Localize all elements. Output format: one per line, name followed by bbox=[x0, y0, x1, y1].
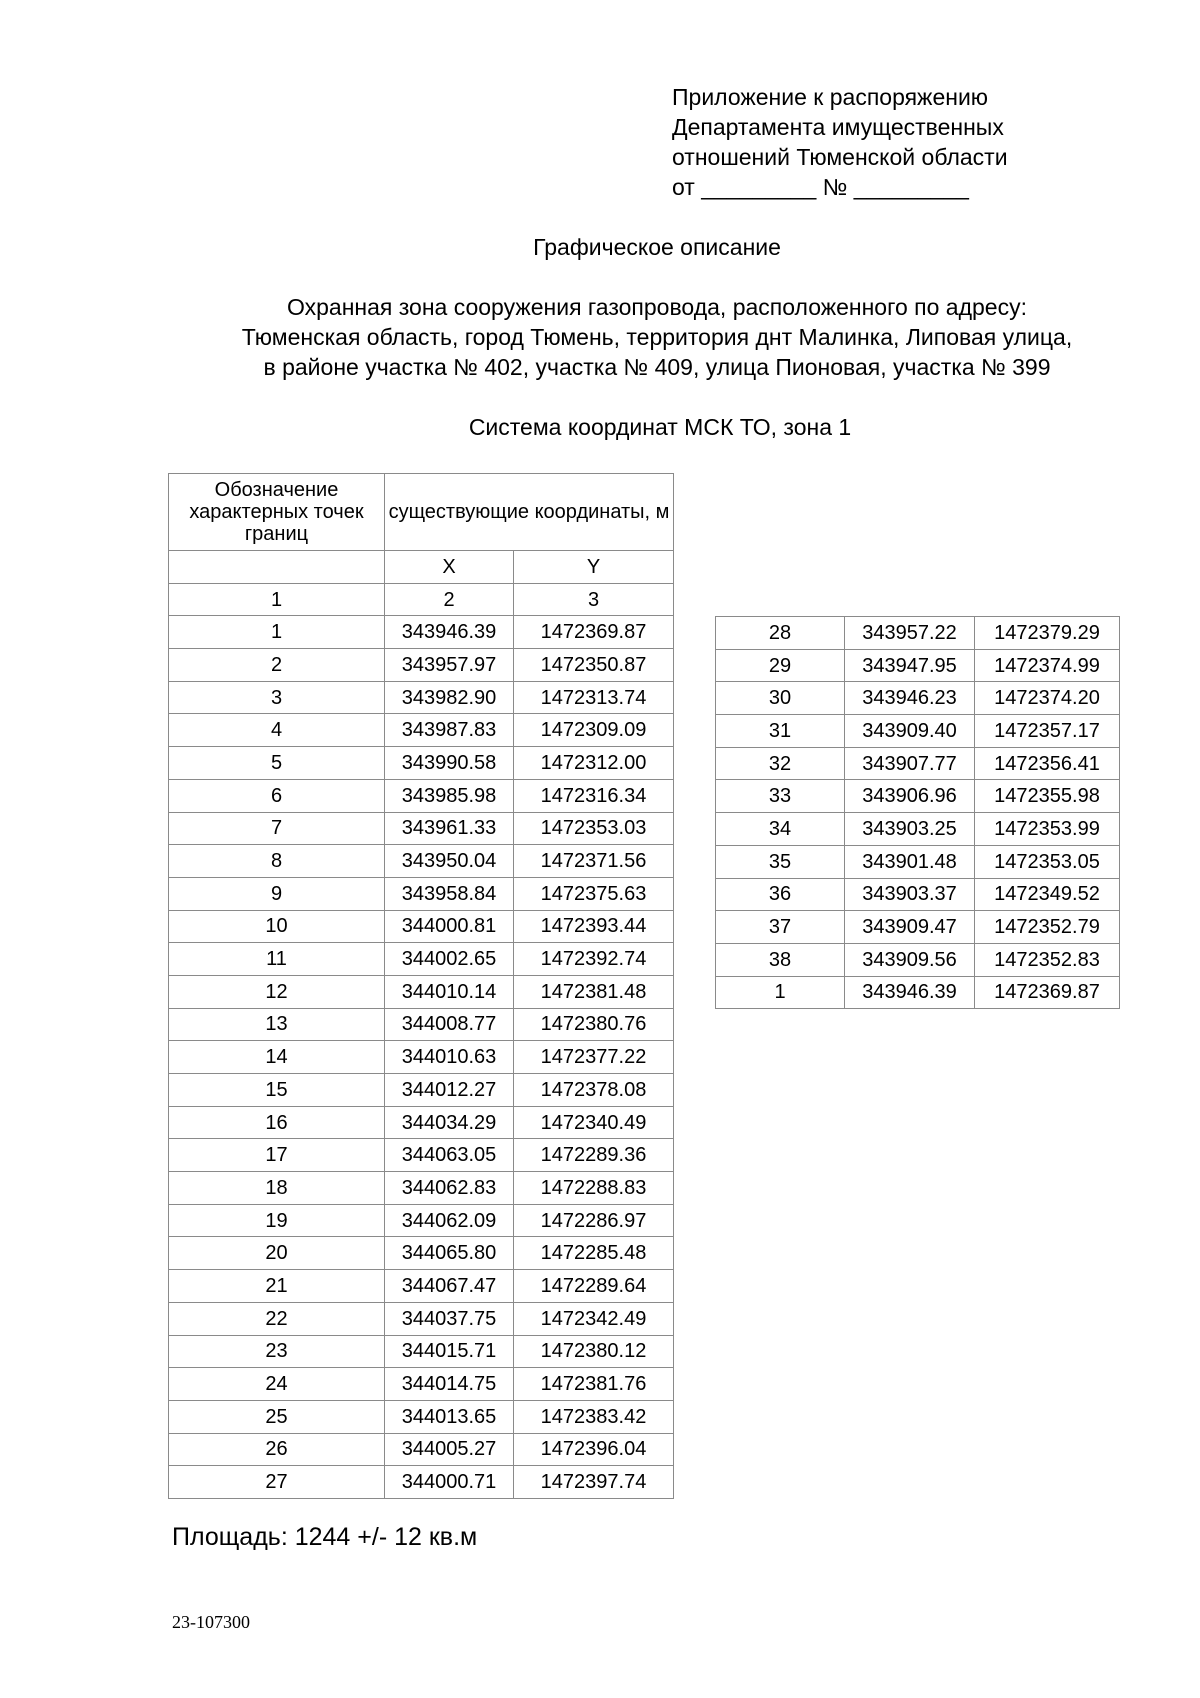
point-number-cell: 31 bbox=[716, 715, 845, 748]
y-coordinate-cell: 1472356.41 bbox=[975, 747, 1120, 780]
zone-description bbox=[0, 292, 1200, 382]
x-coordinate-cell: 344034.29 bbox=[385, 1106, 514, 1139]
y-coordinate-cell: 1472342.49 bbox=[514, 1302, 674, 1335]
y-coordinate-cell: 1472286.97 bbox=[514, 1204, 674, 1237]
y-coordinate-cell: 1472378.08 bbox=[514, 1074, 674, 1107]
table-row bbox=[169, 1237, 674, 1270]
y-coordinate-cell: 1472377.22 bbox=[514, 1041, 674, 1074]
point-number-cell: 10 bbox=[169, 910, 385, 943]
y-coordinate-cell: 1472313.74 bbox=[514, 681, 674, 714]
table-row bbox=[169, 1335, 674, 1368]
point-number-cell: 19 bbox=[169, 1204, 385, 1237]
y-coordinate-cell: 1472381.76 bbox=[514, 1368, 674, 1401]
point-number-cell: 24 bbox=[169, 1368, 385, 1401]
header-line-2: Департамента имущественных bbox=[672, 114, 1004, 140]
x-coordinate-cell: 343946.23 bbox=[845, 682, 975, 715]
table-row bbox=[169, 1302, 674, 1335]
point-number-cell: 11 bbox=[169, 943, 385, 976]
x-coordinate-cell: 343903.25 bbox=[845, 813, 975, 846]
y-coordinate-cell: 1472352.83 bbox=[975, 943, 1120, 976]
y-coordinate-cell: 1472288.83 bbox=[514, 1172, 674, 1205]
x-coordinate-cell: 343961.33 bbox=[385, 812, 514, 845]
y-coordinate-cell: 1472392.74 bbox=[514, 943, 674, 976]
y-coordinate-cell: 1472316.34 bbox=[514, 779, 674, 812]
table-row bbox=[169, 943, 674, 976]
x-coordinate-cell: 344008.77 bbox=[385, 1008, 514, 1041]
point-number-cell: 35 bbox=[716, 845, 845, 878]
x-coordinate-cell: 343946.39 bbox=[845, 976, 975, 1009]
table-row bbox=[716, 813, 1120, 846]
point-number-cell: 7 bbox=[169, 812, 385, 845]
point-number-cell: 15 bbox=[169, 1074, 385, 1107]
point-number-cell: 23 bbox=[169, 1335, 385, 1368]
header-points-cell: Обозначение характерных точек границ bbox=[169, 474, 385, 551]
point-number-cell: 22 bbox=[169, 1302, 385, 1335]
x-coordinate-cell: 343985.98 bbox=[385, 779, 514, 812]
table-row bbox=[169, 845, 674, 878]
x-coordinate-cell: 343901.48 bbox=[845, 845, 975, 878]
table-row bbox=[716, 682, 1120, 715]
x-coordinate-cell: 344065.80 bbox=[385, 1237, 514, 1270]
description-line-2: Тюменская область, город Тюмень, территория днт Малинка, Липовая улица, bbox=[241, 324, 1073, 350]
x-coordinate-cell: 344012.27 bbox=[385, 1074, 514, 1107]
table-row bbox=[716, 878, 1120, 911]
x-coordinate-cell: 343909.56 bbox=[845, 943, 975, 976]
table-row bbox=[169, 1106, 674, 1139]
x-coordinate-cell: 344002.65 bbox=[385, 943, 514, 976]
header-line-4: от _________ № _________ bbox=[672, 174, 969, 200]
y-coordinate-cell: 1472396.04 bbox=[514, 1433, 674, 1466]
point-number-cell: 3 bbox=[169, 681, 385, 714]
x-coordinate-cell: 343907.77 bbox=[845, 747, 975, 780]
x-coordinate-cell: 343957.97 bbox=[385, 649, 514, 682]
x-coordinate-cell: 343957.22 bbox=[845, 617, 975, 650]
table-row bbox=[169, 616, 674, 649]
point-number-cell: 1 bbox=[716, 976, 845, 1009]
axis-empty-cell bbox=[169, 551, 385, 584]
x-coordinate-cell: 343909.47 bbox=[845, 911, 975, 944]
point-number-cell: 34 bbox=[716, 813, 845, 846]
y-coordinate-cell: 1472380.76 bbox=[514, 1008, 674, 1041]
x-coordinate-cell: 344062.09 bbox=[385, 1204, 514, 1237]
x-coordinate-cell: 344062.83 bbox=[385, 1172, 514, 1205]
table-row bbox=[169, 1008, 674, 1041]
point-number-cell: 18 bbox=[169, 1172, 385, 1205]
table-row bbox=[169, 1466, 674, 1499]
point-number-cell: 2 bbox=[169, 649, 385, 682]
colnum-2-cell: 2 bbox=[385, 583, 514, 616]
x-coordinate-cell: 343982.90 bbox=[385, 681, 514, 714]
table-row bbox=[169, 910, 674, 943]
y-coordinate-cell: 1472353.05 bbox=[975, 845, 1120, 878]
x-coordinate-cell: 343906.96 bbox=[845, 780, 975, 813]
point-number-cell: 1 bbox=[169, 616, 385, 649]
point-number-cell: 37 bbox=[716, 911, 845, 944]
y-coordinate-cell: 1472393.44 bbox=[514, 910, 674, 943]
point-number-cell: 21 bbox=[169, 1270, 385, 1303]
table-row bbox=[169, 1400, 674, 1433]
point-number-cell: 28 bbox=[716, 617, 845, 650]
y-coordinate-cell: 1472352.79 bbox=[975, 911, 1120, 944]
x-coordinate-cell: 343909.40 bbox=[845, 715, 975, 748]
point-number-cell: 4 bbox=[169, 714, 385, 747]
table-row bbox=[169, 1172, 674, 1205]
y-coordinate-cell: 1472350.87 bbox=[514, 649, 674, 682]
y-coordinate-cell: 1472369.87 bbox=[975, 976, 1120, 1009]
x-coordinate-cell: 344000.81 bbox=[385, 910, 514, 943]
table-row bbox=[716, 649, 1120, 682]
header-line-3: отношений Тюменской области bbox=[672, 144, 1008, 170]
table-row bbox=[169, 714, 674, 747]
table-row bbox=[169, 1074, 674, 1107]
coordinate-system-label: Система координат МСК ТО, зона 1 bbox=[468, 414, 852, 440]
x-coordinate-cell: 343946.39 bbox=[385, 616, 514, 649]
table-row bbox=[716, 845, 1120, 878]
table-row bbox=[169, 649, 674, 682]
table-row bbox=[169, 1368, 674, 1401]
point-number-cell: 5 bbox=[169, 747, 385, 780]
y-coordinate-cell: 1472355.98 bbox=[975, 780, 1120, 813]
table-row bbox=[716, 617, 1120, 650]
x-coordinate-cell: 343987.83 bbox=[385, 714, 514, 747]
x-coordinate-cell: 344015.71 bbox=[385, 1335, 514, 1368]
y-coordinate-cell: 1472369.87 bbox=[514, 616, 674, 649]
table-row bbox=[169, 747, 674, 780]
point-number-cell: 17 bbox=[169, 1139, 385, 1172]
y-coordinate-cell: 1472353.99 bbox=[975, 813, 1120, 846]
point-number-cell: 14 bbox=[169, 1041, 385, 1074]
table-axis-row bbox=[169, 551, 674, 584]
x-coordinate-cell: 343950.04 bbox=[385, 845, 514, 878]
y-coordinate-cell: 1472285.48 bbox=[514, 1237, 674, 1270]
point-number-cell: 33 bbox=[716, 780, 845, 813]
axis-x-cell: X bbox=[385, 551, 514, 584]
table-row bbox=[716, 780, 1120, 813]
y-coordinate-cell: 1472380.12 bbox=[514, 1335, 674, 1368]
y-coordinate-cell: 1472357.17 bbox=[975, 715, 1120, 748]
y-coordinate-cell: 1472374.99 bbox=[975, 649, 1120, 682]
table-row bbox=[716, 715, 1120, 748]
point-number-cell: 36 bbox=[716, 878, 845, 911]
table-row bbox=[169, 681, 674, 714]
y-coordinate-cell: 1472349.52 bbox=[975, 878, 1120, 911]
table-row bbox=[169, 975, 674, 1008]
point-number-cell: 20 bbox=[169, 1237, 385, 1270]
y-coordinate-cell: 1472309.09 bbox=[514, 714, 674, 747]
y-coordinate-cell: 1472375.63 bbox=[514, 877, 674, 910]
x-coordinate-cell: 343947.95 bbox=[845, 649, 975, 682]
table-row bbox=[169, 812, 674, 845]
y-coordinate-cell: 1472374.20 bbox=[975, 682, 1120, 715]
x-coordinate-cell: 344067.47 bbox=[385, 1270, 514, 1303]
area-label: Площадь: 1244 +/- 12 кв.м bbox=[172, 1523, 478, 1551]
x-coordinate-cell: 344010.63 bbox=[385, 1041, 514, 1074]
point-number-cell: 8 bbox=[169, 845, 385, 878]
point-number-cell: 26 bbox=[169, 1433, 385, 1466]
point-number-cell: 29 bbox=[716, 649, 845, 682]
point-number-cell: 9 bbox=[169, 877, 385, 910]
description-line-1: Охранная зона сооружения газопровода, расположенного по адресу: bbox=[287, 294, 1027, 320]
point-number-cell: 30 bbox=[716, 682, 845, 715]
colnum-1-cell: 1 bbox=[169, 583, 385, 616]
y-coordinate-cell: 1472381.48 bbox=[514, 975, 674, 1008]
y-coordinate-cell: 1472371.56 bbox=[514, 845, 674, 878]
point-number-cell: 38 bbox=[716, 943, 845, 976]
x-coordinate-cell: 344014.75 bbox=[385, 1368, 514, 1401]
table-row bbox=[716, 911, 1120, 944]
table-row bbox=[169, 1270, 674, 1303]
point-number-cell: 13 bbox=[169, 1008, 385, 1041]
y-coordinate-cell: 1472289.36 bbox=[514, 1139, 674, 1172]
x-coordinate-cell: 344000.71 bbox=[385, 1466, 514, 1499]
point-number-cell: 27 bbox=[169, 1466, 385, 1499]
colnum-3-cell: 3 bbox=[514, 583, 674, 616]
table-row bbox=[716, 976, 1120, 1009]
table-row bbox=[169, 1433, 674, 1466]
y-coordinate-cell: 1472383.42 bbox=[514, 1400, 674, 1433]
x-coordinate-cell: 344013.65 bbox=[385, 1400, 514, 1433]
y-coordinate-cell: 1472353.03 bbox=[514, 812, 674, 845]
x-coordinate-cell: 344010.14 bbox=[385, 975, 514, 1008]
table-row bbox=[169, 779, 674, 812]
y-coordinate-cell: 1472379.29 bbox=[975, 617, 1120, 650]
y-coordinate-cell: 1472397.74 bbox=[514, 1466, 674, 1499]
point-number-cell: 16 bbox=[169, 1106, 385, 1139]
table-header-row bbox=[169, 474, 674, 551]
axis-y-cell: Y bbox=[514, 551, 674, 584]
header-line-1: Приложение к распоряжению bbox=[672, 84, 989, 110]
table-row bbox=[169, 877, 674, 910]
x-coordinate-cell: 344005.27 bbox=[385, 1433, 514, 1466]
x-coordinate-cell: 344063.05 bbox=[385, 1139, 514, 1172]
table-row bbox=[169, 1041, 674, 1074]
order-appendix-header bbox=[672, 82, 1008, 202]
x-coordinate-cell: 344037.75 bbox=[385, 1302, 514, 1335]
description-line-3: в районе участка № 402, участка № 409, улица Пионовая, участка № 399 bbox=[263, 354, 1051, 380]
y-coordinate-cell: 1472289.64 bbox=[514, 1270, 674, 1303]
table-row bbox=[169, 1139, 674, 1172]
table-colnum-row bbox=[169, 583, 674, 616]
y-coordinate-cell: 1472340.49 bbox=[514, 1106, 674, 1139]
table-row bbox=[716, 747, 1120, 780]
document-number: 23-107300 bbox=[172, 1612, 250, 1632]
header-coords-cell: существующие координаты, м bbox=[385, 474, 674, 551]
x-coordinate-cell: 343903.37 bbox=[845, 878, 975, 911]
point-number-cell: 25 bbox=[169, 1400, 385, 1433]
x-coordinate-cell: 343990.58 bbox=[385, 747, 514, 780]
point-number-cell: 12 bbox=[169, 975, 385, 1008]
x-coordinate-cell: 343958.84 bbox=[385, 877, 514, 910]
table-row bbox=[716, 943, 1120, 976]
table-row bbox=[169, 1204, 674, 1237]
document-title: Графическое описание bbox=[533, 234, 781, 260]
y-coordinate-cell: 1472312.00 bbox=[514, 747, 674, 780]
point-number-cell: 32 bbox=[716, 747, 845, 780]
coordinates-table-right bbox=[715, 616, 1120, 1009]
point-number-cell: 6 bbox=[169, 779, 385, 812]
coordinates-table-left bbox=[168, 473, 674, 1499]
